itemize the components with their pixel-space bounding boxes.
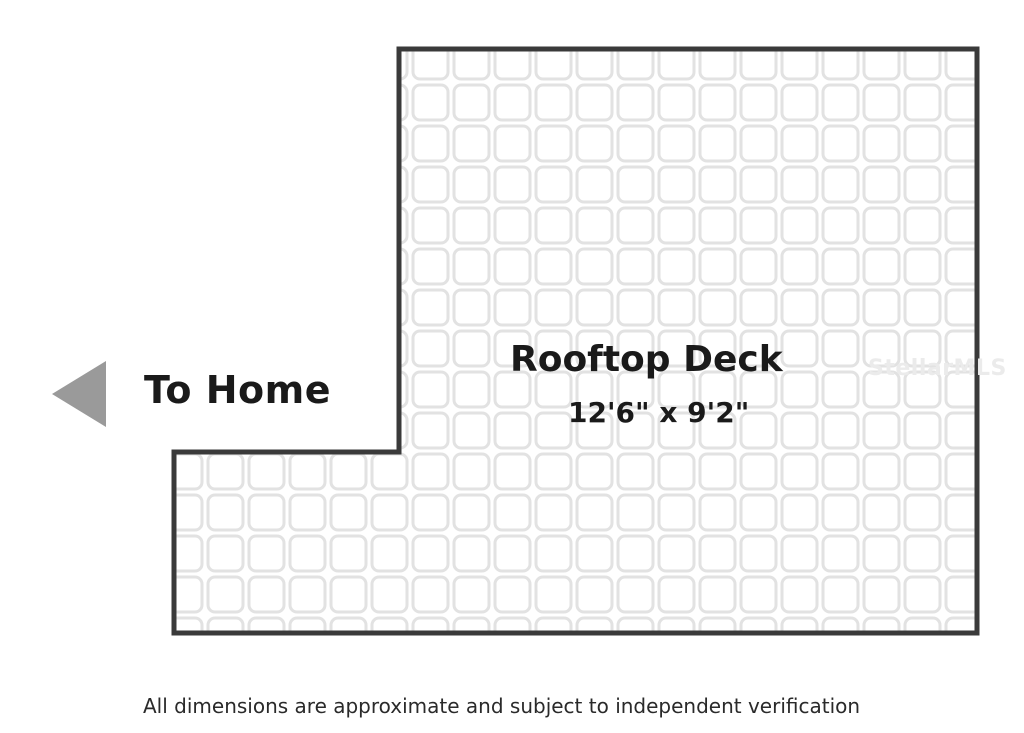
to-home-arrow-icon [52,361,106,427]
to-home-label: To Home [144,368,331,412]
room-dimensions-label: 12'6" x 9'2" [568,396,750,429]
disclaimer-text: All dimensions are approximate and subject to independent verification [143,694,861,718]
watermark-label: StellarMLS [868,356,1007,381]
room-name-label: Rooftop Deck [510,339,783,380]
